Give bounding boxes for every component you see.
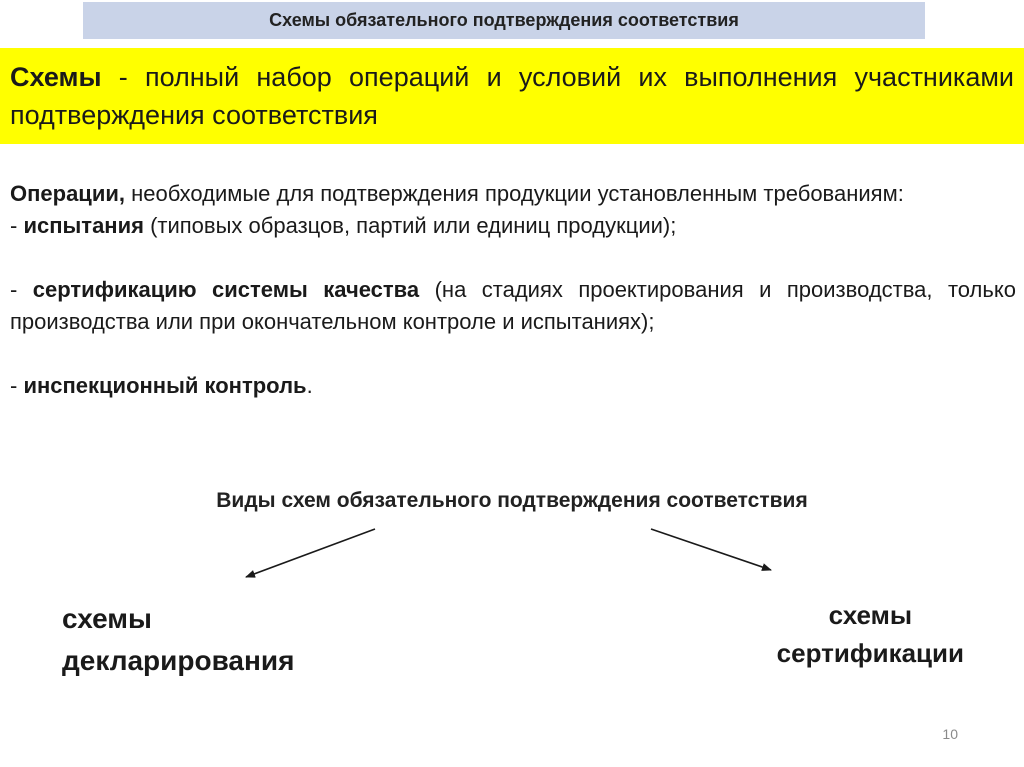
page-number: 10 — [942, 726, 958, 742]
operation-item-rest: (типовых образцов, партий или единиц продукции); — [143, 213, 677, 238]
left-arrow — [246, 529, 375, 577]
slide-title — [83, 2, 925, 39]
operations-lead — [10, 178, 1016, 210]
definition-text: - полный набор операций и условий их выполнения участниками подтверждения соответствия — [10, 62, 1014, 130]
operations-lead-bold: Операции, — [10, 181, 125, 206]
operation-item-dash: - — [10, 213, 24, 238]
operation-item-rest: (на стадиях проектирования и производства, только производства или при окончательном контроле и испытаниях); — [10, 277, 1016, 334]
declaration-schemes-label — [62, 598, 294, 682]
certification-line1: схемы — [828, 600, 913, 630]
operation-item-dash: - — [10, 373, 24, 398]
definition-term: Схемы — [10, 62, 102, 92]
operations-block — [10, 178, 1016, 402]
declaration-line2: декларирования — [62, 645, 295, 676]
certification-line2: сертификации — [776, 638, 964, 668]
operation-item-bold: испытания — [23, 213, 144, 238]
types-heading: Виды схем обязательного подтверждения соответствия — [216, 489, 808, 512]
operation-item-dash: - — [10, 277, 33, 302]
operation-item-quality-certification — [10, 274, 1016, 338]
operation-item-tests — [10, 210, 1016, 242]
right-arrow — [651, 529, 771, 570]
operation-item-inspection — [10, 370, 1016, 402]
declaration-line1: схемы — [62, 603, 152, 634]
certification-schemes-label — [777, 596, 964, 672]
slide-title-text: Схемы обязательного подтверждения соответствия — [269, 10, 739, 30]
operation-item-rest: . — [306, 373, 313, 398]
operations-lead-rest: необходимые для подтверждения продукции установленным требованиям: — [125, 181, 904, 206]
operation-item-bold: инспекционный контроль — [23, 373, 307, 398]
operation-item-bold: сертификацию системы качества — [32, 277, 420, 302]
definition-box — [0, 48, 1024, 144]
